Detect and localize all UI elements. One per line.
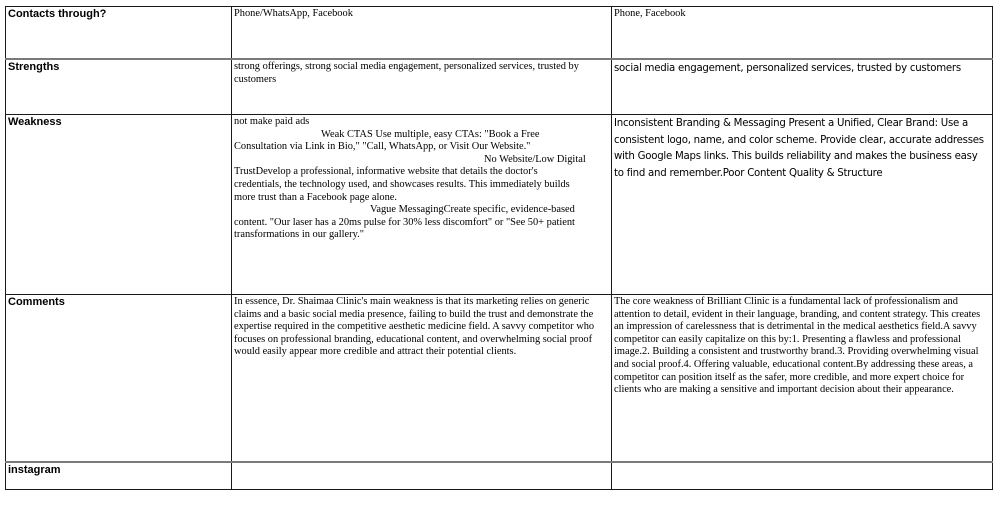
weakness-line: not make paid ads — [234, 116, 310, 127]
table-row-instagram — [6, 462, 993, 490]
weakness-line: Consultation via Link in Bio," "Call, WhatsApp, or Visit Our Website." — [234, 141, 531, 153]
table-row-strengths — [6, 59, 993, 115]
table-row-weakness — [6, 115, 993, 295]
cell-clinic-a-comments[interactable]: In essence, Dr. Shaimaa Clinic's main weakness is that its marketing relies on generic claims and a basic social media presence, failing to build the trust and demonstrate the expertise required in the competitive aesthetic medicine field. A savvy competitor who focuses on professional branding, educational content, and overwhelming social proof would easily appear more credible and attract their potential clients. — [232, 295, 612, 463]
table-row-comments — [6, 295, 993, 463]
row-label-instagram[interactable]: instagram — [6, 462, 232, 490]
cell-clinic-b-strengths[interactable]: social media engagement, personalized services, trusted by customers — [612, 59, 993, 115]
comparison-sheet — [5, 6, 992, 490]
row-label-comments[interactable]: Comments — [6, 295, 232, 463]
cell-clinic-a-weakness[interactable] — [232, 115, 612, 295]
weakness-line: transformations in our gallery." — [234, 229, 364, 241]
weakness-line: credentials, the technology used, and showcases results. This immediately builds — [234, 178, 570, 190]
cell-clinic-b-contacts[interactable]: Phone, Facebook — [612, 7, 993, 60]
weakness-line: more trust than a Facebook page alone. — [234, 191, 398, 203]
row-label-strengths[interactable]: Strengths — [6, 59, 232, 115]
cell-clinic-b-weakness[interactable]: Inconsistent Branding & Messaging Present a Unified, Clear Brand: Use a consistent logo, name, and color scheme. Provide clear, accurate addresses with Google Maps links. This builds reliability and makes the business easy to find and remember.Poor Content Quality & Structure — [612, 115, 993, 295]
table-row-contacts — [6, 7, 993, 60]
competitor-comparison-table — [5, 6, 993, 490]
row-label-weakness[interactable]: Weakness — [6, 115, 232, 295]
row-label-contacts[interactable]: Contacts through? — [6, 7, 232, 60]
cell-clinic-a-instagram[interactable] — [232, 462, 612, 490]
weakness-line: Vague MessagingCreate specific, evidence-based — [370, 204, 575, 216]
cell-clinic-a-strengths[interactable]: strong offerings, strong social media engagement, personalized services, trusted by customers — [232, 59, 612, 115]
cell-clinic-b-comments[interactable]: The core weakness of Brilliant Clinic is a fundamental lack of professionalism and attention to detail, evident in their language, branding, and content strategy. This creates an impression of carelessness that is detrimental in the medical aesthetics field.A savvy competitor can easily capitalize on this by:1. Presenting a flawless and professional image.2. Building a consistent and trustworthy brand.3. Providing overwhelming visual and social proof.4. Offering valuable, educational content.By addressing these areas, a competitor can position itself as the safer, more credible, and more expert choice for clients who are making a sensitive and important decision about their appearance. — [612, 295, 993, 463]
weakness-line: No Website/Low Digital — [484, 153, 586, 165]
cell-clinic-b-instagram[interactable] — [612, 462, 993, 490]
cell-clinic-a-contacts[interactable]: Phone/WhatsApp, Facebook — [232, 7, 612, 60]
weakness-line: content. "Our laser has a 20ms pulse for 30% less discomfort" or "See 50+ patient — [234, 216, 575, 228]
weakness-line: Weak CTAS Use multiple, easy CTAs: "Book a Free — [321, 128, 540, 140]
weakness-line: TrustDevelop a professional, informative website that details the doctor's — [234, 166, 538, 178]
